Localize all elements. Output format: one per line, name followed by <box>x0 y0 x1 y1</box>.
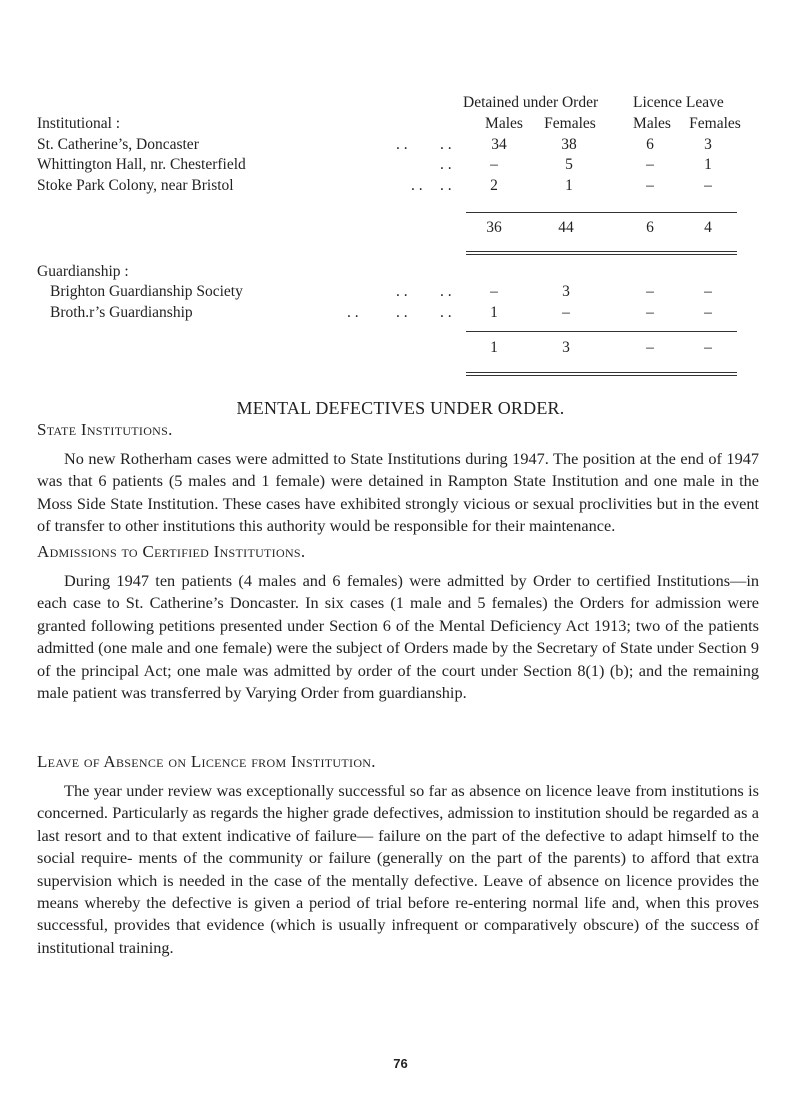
col-header-licence-females: Females <box>689 115 741 132</box>
total-double-rule <box>466 372 737 376</box>
leader-dots: . . <box>347 304 359 321</box>
page-number: 76 <box>393 1056 408 1071</box>
leader-dots: . . <box>396 283 408 300</box>
detained-under-order-header: Detained under Order <box>463 94 599 111</box>
leader-dots: . . <box>396 136 408 153</box>
section-paragraph: During 1947 ten patients (4 males and 6 females) were admitted by Order to certified Institutions—in each case to St. Catherine’s Doncaster. In six cases (1 male and 5 females) the Orders for admission were granted following petitions presented under Section 6 of the Mental Deficiency Act 1913; two of the patients admitted (one male and one female) were the subject of Orders made by the Secretary of State under Section 9 of the principal Act; one male was admitted by order of the court under Section 8(1) (b); and the remaining male patient was transferred by Varying Order from guardianship. <box>37 571 759 703</box>
subtotal-rule <box>466 212 737 213</box>
detained-males-value: 1 <box>490 304 498 321</box>
detained-males-value: 34 <box>491 136 507 153</box>
leader-dots: . . <box>411 177 423 194</box>
detained-females-value: 38 <box>561 136 577 153</box>
detained-females-value: 3 <box>562 283 570 300</box>
col-header-licence-males: Males <box>633 115 671 132</box>
licence-females-value: – <box>704 177 712 194</box>
detained-females-value: 5 <box>565 156 573 173</box>
licence-leave-header: Licence Leave <box>633 94 724 111</box>
row-name: Broth.r’s Guardianship <box>50 304 193 321</box>
institutional-label: Institutional : <box>37 115 121 132</box>
total-detained-males: 1 <box>490 339 498 356</box>
total-licence-males: – <box>646 339 654 356</box>
section-paragraph: No new Rotherham cases were admitted to State Institutions during 1947. The position at the end of 1947 was that 6 patients (5 males and 1 female) were detained in Rampton State Institution and one male in the Moss Side State Institution. These cases have exhibited strongly vicious or sexual proclivities but in the event of transfer to other institutions this authority would be responsible for their maintenance. <box>37 449 759 536</box>
licence-males-value: – <box>646 177 654 194</box>
licence-females-value: 3 <box>704 136 712 153</box>
page-title: MENTAL DEFECTIVES UNDER ORDER. <box>236 398 565 418</box>
subtotal-rule <box>466 331 737 332</box>
detained-males-value: 2 <box>490 177 498 194</box>
total-detained-males: 36 <box>486 219 502 236</box>
detained-females-value: 1 <box>565 177 573 194</box>
licence-males-value: – <box>646 283 654 300</box>
row-name: Whittington Hall, nr. Chesterfield <box>37 156 246 173</box>
section-heading-leave-of-absence: Leave of Absence on Licence from Institution. <box>37 752 376 771</box>
licence-males-value: – <box>646 156 654 173</box>
leader-dots: . . <box>440 177 452 194</box>
total-detained-females: 44 <box>558 219 574 236</box>
leader-dots: . . <box>440 136 452 153</box>
col-header-females: Females <box>544 115 596 132</box>
leader-dots: . . <box>396 304 408 321</box>
total-double-rule <box>466 251 737 255</box>
licence-females-value: – <box>704 304 712 321</box>
guardianship-label: Guardianship : <box>37 263 129 280</box>
detained-males-value: – <box>490 283 498 300</box>
licence-females-value: 1 <box>704 156 712 173</box>
col-header-males: Males <box>485 115 523 132</box>
leader-dots: . . <box>440 283 452 300</box>
detained-females-value: – <box>562 304 570 321</box>
leader-dots: . . <box>440 304 452 321</box>
total-licence-males: 6 <box>646 219 654 236</box>
total-licence-females: – <box>704 339 712 356</box>
section-heading-admissions: Admissions to Certified Institutions. <box>37 542 306 561</box>
total-licence-females: 4 <box>704 219 712 236</box>
licence-males-value: 6 <box>646 136 654 153</box>
licence-males-value: – <box>646 304 654 321</box>
row-name: Brighton Guardianship Society <box>50 283 243 300</box>
detained-males-value: – <box>490 156 498 173</box>
total-detained-females: 3 <box>562 339 570 356</box>
licence-females-value: – <box>704 283 712 300</box>
row-name: St. Catherine’s, Doncaster <box>37 136 199 153</box>
section-heading-state-institutions: State Institutions. <box>37 420 173 439</box>
row-name: Stoke Park Colony, near Bristol <box>37 177 234 194</box>
section-paragraph: The year under review was exceptionally successful so far as absence on licence leave from institutions is concerned. Particularly as regards the higher grade defectives, admission to institution should be regarded as a last resort and to that extent indicative of failure— failure on the part of the defective to adapt himself to the social require- ments of the community or failure (generally on the part of the parents) to afford that extra supervision which is needed in the case of the mentally defective. Leave of absence on licence provides the means whereby the defective is given a period of trial before re-entering normal life and, when this proves successful, provides that evidence (which is usually infrequent or comparatively obscure) of the success of institutional training. <box>37 781 759 957</box>
leader-dots: . . <box>440 156 452 173</box>
